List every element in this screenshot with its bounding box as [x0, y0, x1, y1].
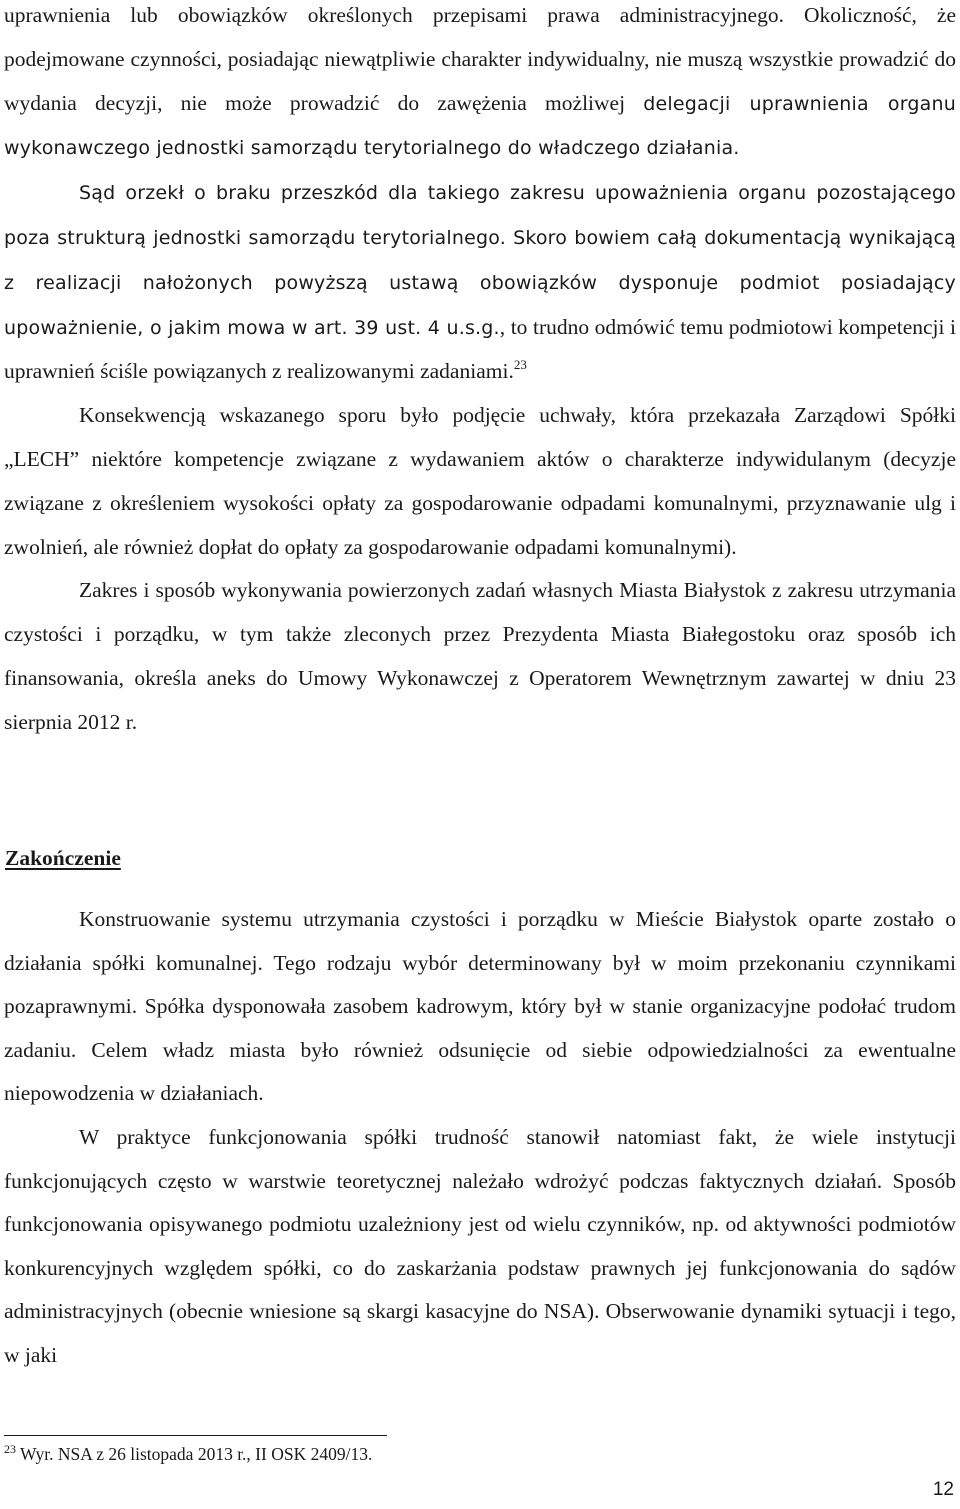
paragraph-court-ruling: [4, 171, 956, 394]
page-number: 12: [932, 1479, 954, 1500]
footnote-reference[interactable]: 23: [513, 357, 527, 373]
paragraph-conclusion-1: Konstruowanie systemu utrzymania czystości i porządku w Mieście Białystok oparte zostało o działania spółki komunalnej. Tego rodzaju wybór determinowany był w moim przekonaniu czynnikami pozaprawnymi. Spółka dysponowała zasobem kadrowym, który był w stanie organizacyjne podołać trudom zadaniu. Celem władz miasta było również odsunięcie od siebie odpowiedzialności za ewentualne niepowodzenia w działaniach.: [4, 907, 956, 1106]
footnote: [4, 1442, 372, 1466]
paragraph-consequence: Konsekwencją wskazanego sporu było podjęcie uchwały, która przekazała Zarządowi Spółki „LECH” niektóre kompetencje związane z wydawaniem aktów o charakterze indywidulanym (decyzje związane z określeniem wysokości opłaty za gospodarowanie odpadami komunalnymi, przyznawanie ulg i zwolnień, ale również dopłat do opłaty za gospodarowanie odpadami komunalnymi).: [4, 403, 956, 559]
paragraph-text: uprawnienia lub obowiązków określonych przepisami prawa administracyjnego. Okoliczność, że podejmowane czynności, posiadając niewątpliwie charakter indywidualny, nie muszą wszystkie prowadzić do wydania decyzji, nie może prowadzić do zawężenia możliwej: [4, 3, 956, 115]
paragraph-conclusion-2: W praktyce funkcjonowania spółki trudność stanowił natomiast fakt, że wiele instytucji funkcjonujących często w warstwie teoretycznej należało wdrożyć podczas faktycznych działań. Sposób funkcjonowania opisywanego podmiotu uzależniony jest od wielu czynników, np. od aktywności podmiotów konkurencyjnych względem spółki, co do zaskarżania podstaw prawnych jej funkcjonowania do sądów administracyjnych (obecnie wniesione są skargi kasacyjne do NSA). Obserwowanie dynamiki sytuacji i tego, w jaki: [4, 1124, 956, 1367]
paragraph-text-sans: delegacji uprawnienia organu wykonawczego jednostki samorządu terytorialnego do władczego działania.: [4, 92, 956, 160]
paragraph-scope: Zakres i sposób wykonywania powierzonych zadań własnych Miasta Białystok z zakresu utrzymania czystości i porządku, w tym także zleconych przez Prezydenta Miasta Białegostoku oraz sposób ich finansowania, określa aneks do Umowy Wykonawczej z Operatorem Wewnętrznym zawartej w dniu 23 sierpnia 2012 r.: [4, 578, 956, 734]
footnote-text: Wyr. NSA z 26 listopada 2013 r., II OSK 2409/13.: [20, 1444, 373, 1464]
body-text-section-2: [4, 898, 956, 1378]
heading-text: Zakończenie: [5, 846, 121, 870]
paragraph-text: , to trudno odmówić temu podmiotowi kompetencji i uprawnień ściśle powiązanych z realizowanymi zadaniami.: [4, 314, 956, 384]
section-heading: [5, 840, 121, 876]
footnote-number: 23: [4, 1442, 16, 1456]
body-text-section-1: [4, 0, 956, 745]
footnote-divider: [4, 1435, 387, 1436]
paragraph-continuation: [4, 0, 956, 171]
paragraph-text-sans: Sąd orzekł o braku przeszkód dla takiego zakresu upoważnienia organu pozostającego poza strukturą jednostki samorządu terytorialnego. Skoro bowiem całą dokumentacją wynikającą z realizacji nałożonych powyższą ustawą obowiązków dysponuje podmiot posiadający upoważnienie, o jakim mowa w art. 39 ust. 4 u.s.g.: [4, 182, 956, 339]
